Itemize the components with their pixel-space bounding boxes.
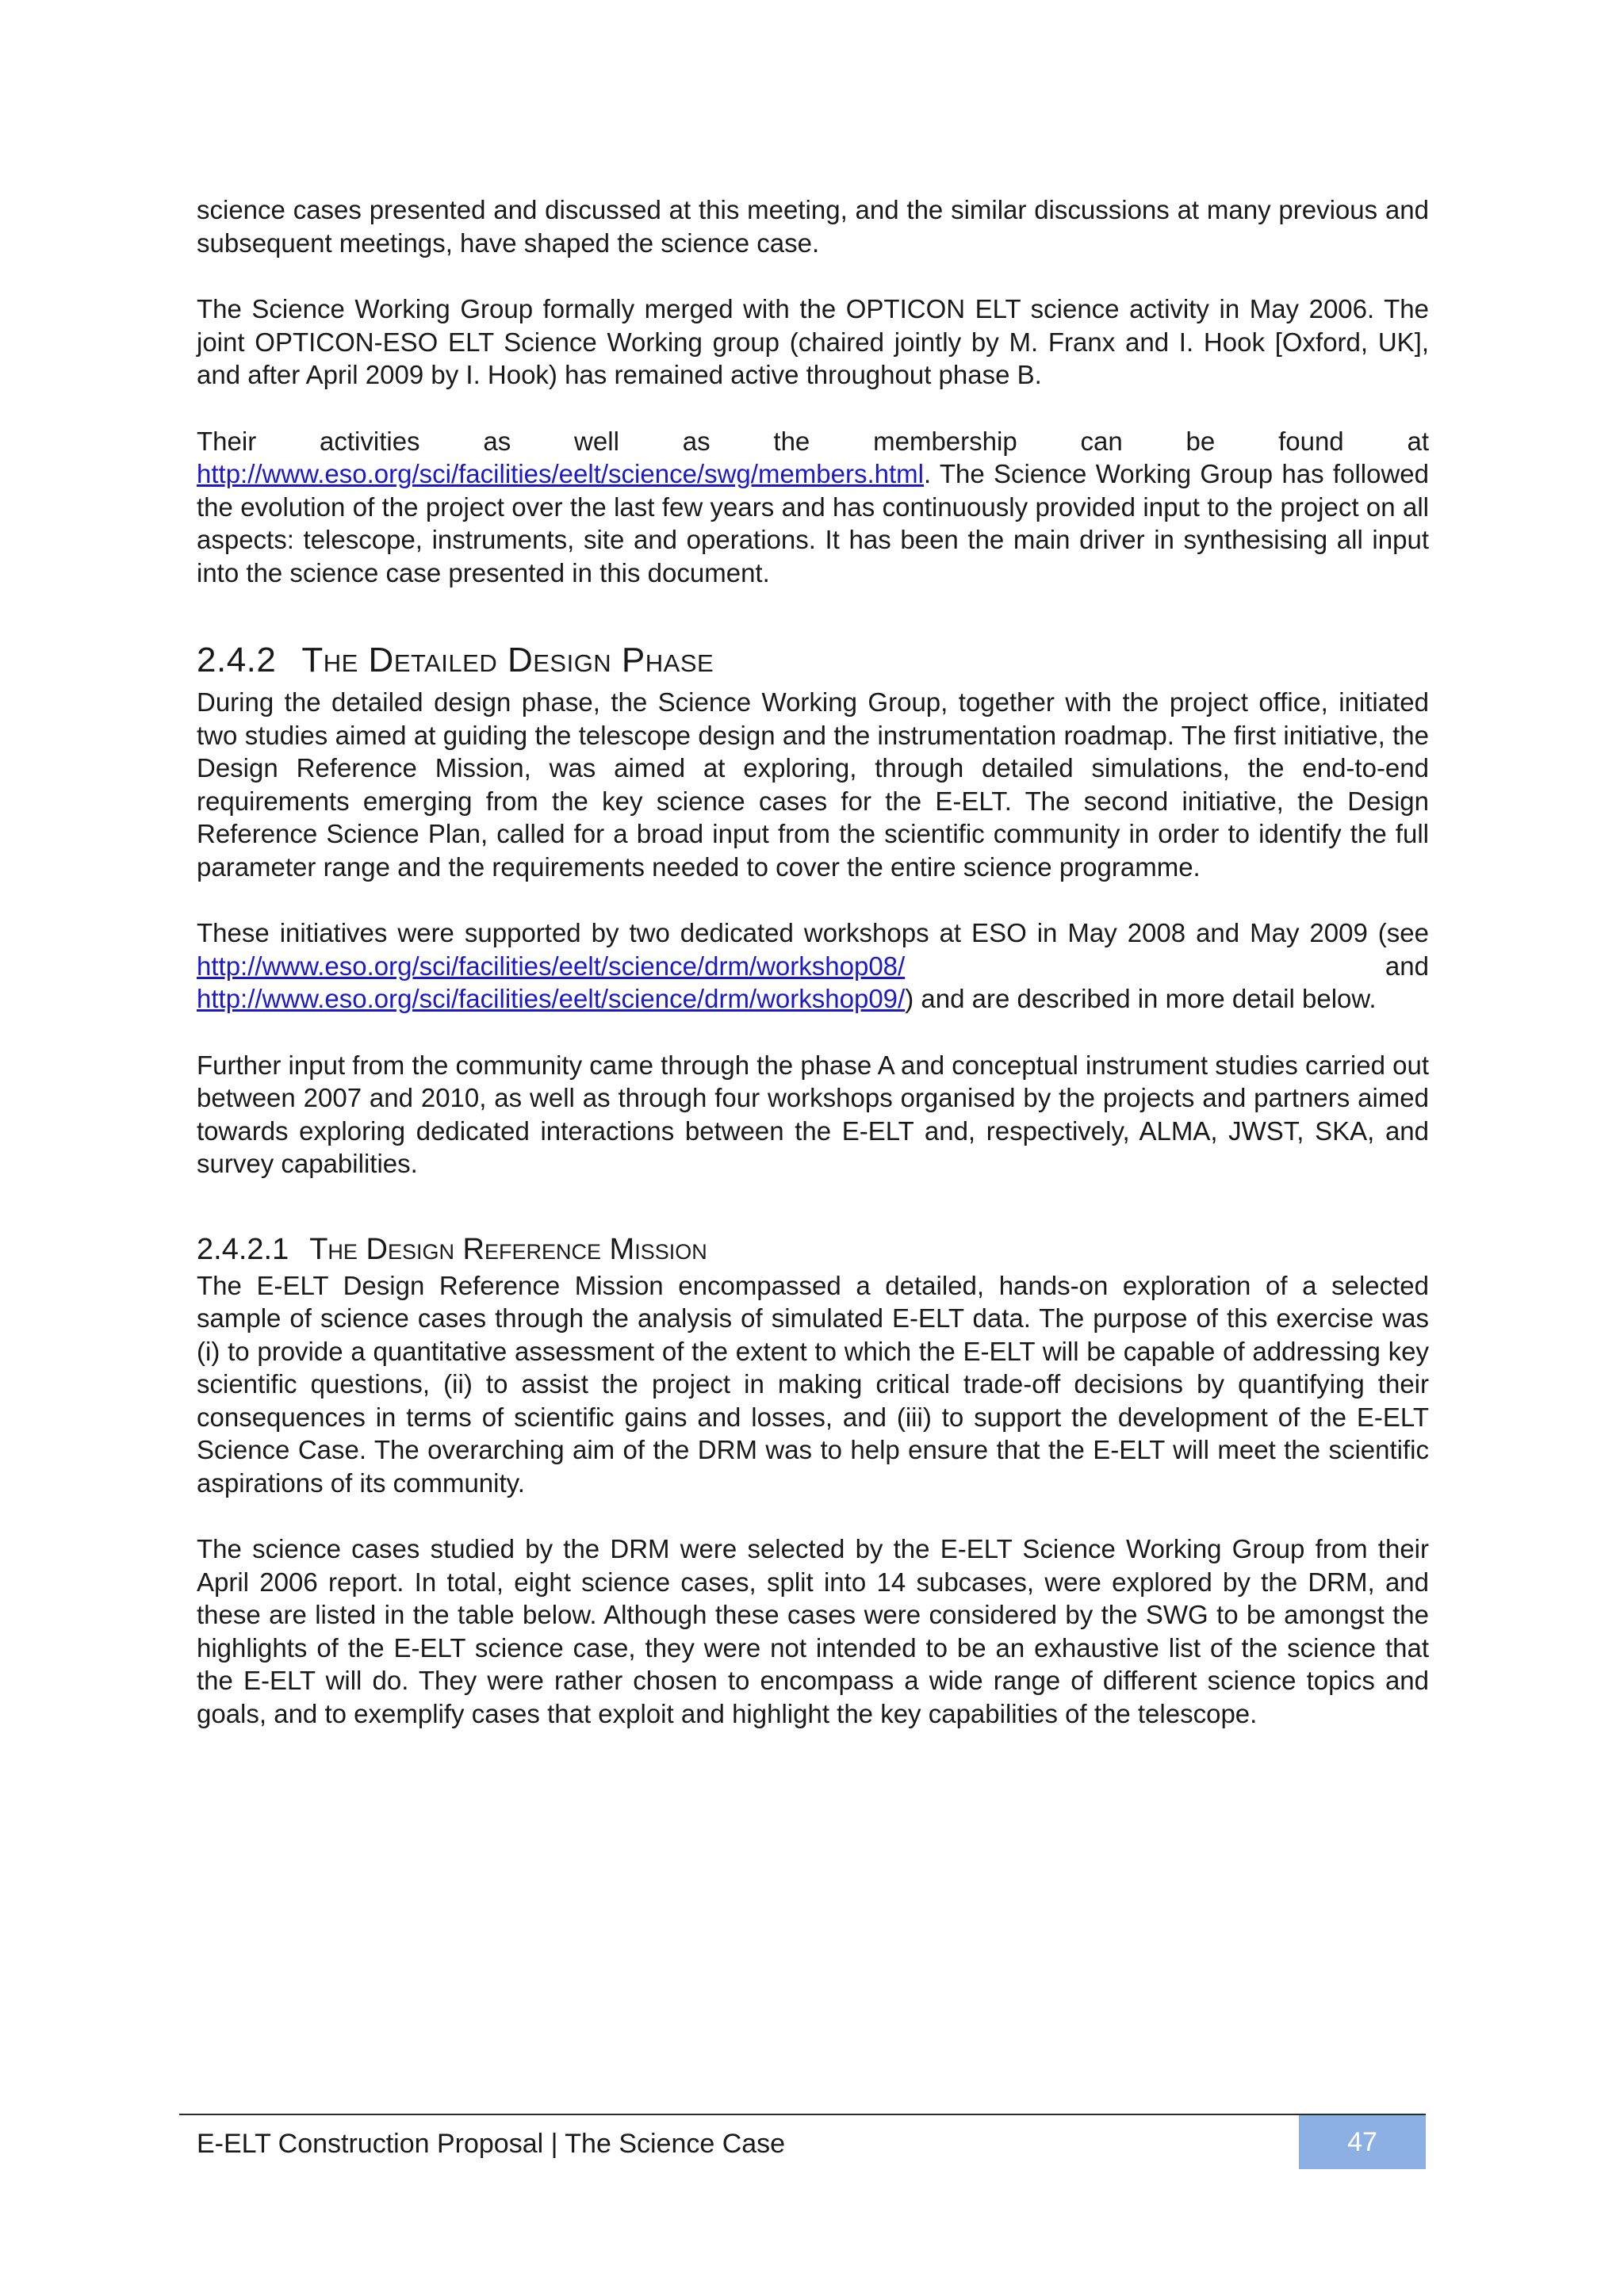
text-span: These initiatives were supported by two dedicated workshops at ESO in May 2008 and May 2009 (see xyxy=(197,918,1429,947)
paragraph-community-input: Further input from the community came through the phase A and conceptual instrument studies carried out between 2007 and 2010, as well as through four workshops organised by the projects and partners aimed towards exploring dedicated interactions between the E-ELT and, respectively, ALMA, JWST, SKA, and survey capabilities. xyxy=(197,1050,1429,1178)
workshop09-link[interactable]: http://www.eso.org/sci/facilities/eelt/science/drm/workshop09/ xyxy=(197,984,906,1013)
subsection-title: The Design Reference Mission xyxy=(309,1232,707,1266)
paragraph-swg-members xyxy=(197,425,1429,590)
section-title: The Detailed Design Phase xyxy=(301,641,714,679)
paragraph-workshops xyxy=(197,916,1429,1016)
footer-rule xyxy=(179,2114,1426,2115)
section-heading-2-4-2 xyxy=(197,640,1429,681)
swg-members-link[interactable]: http://www.eso.org/sci/facilities/eelt/science/swg/members.html xyxy=(197,459,924,488)
page-number: 47 xyxy=(1299,2115,1426,2169)
footer-title: E-ELT Construction Proposal | The Science Case xyxy=(197,2129,786,2159)
paragraph-drm-cases: The science cases studied by the DRM were selected by the E-ELT Science Working Group from their April 2006 report. In total, eight science cases, split into 14 subcases, were explored by the DRM, and these are listed in the table below. Although these cases were considered by the SWG to be amongst the highlights of the E-ELT science case, they were not intended to be an exhaustive list of the science that the E-ELT will do. They were rather chosen to encompass a wide range of different science topics and goals, and to exemplify cases that exploit and highlight the key capabilities of the telescope. xyxy=(197,1534,1429,1728)
workshop08-link[interactable]: http://www.eso.org/sci/facilities/eelt/science/drm/workshop08/ xyxy=(197,951,906,981)
text-span: . The Science Working Group has followed the evolution of the project over the last few years and has continuously provided input to the project on all aspects: telescope, instruments, site and operations. It has been the main driver in synthesising all input into the science case presented in this document. xyxy=(197,459,1429,587)
text-span: Their activities as well as the membership can be found at xyxy=(197,426,1429,456)
paragraph-meeting: science cases presented and discussed at this meeting, and the similar discussions at many previous and subsequent meetings, have shaped the science case. xyxy=(197,195,1429,258)
text-span: and xyxy=(905,951,1429,981)
paragraph-detailed-design: During the detailed design phase, the Science Working Group, together with the project office, initiated two studies aimed at guiding the telescope design and the instrumentation roadmap. The first initiative, the Design Reference Mission, was aimed at exploring, through detailed simulations, the end-to-end requirements emerging from the key science cases for the E-ELT. The second initiative, the Design Reference Science Plan, called for a broad input from the scientific community in order to identify the full parameter range and the requirements needed to cover the entire science programme. xyxy=(197,687,1429,882)
section-number: 2.4.2 xyxy=(197,641,277,679)
paragraph-swg-merge: The Science Working Group formally merged with the OPTICON ELT science activity in May 2006. The joint OPTICON-ESO ELT Science Working group (chaired jointly by M. Franx and I. Hook [Oxford, UK], and after April 2009 by I. Hook) has remained active throughout phase B. xyxy=(197,294,1429,389)
text-span: ) and are described in more detail below. xyxy=(905,984,1377,1013)
document-body xyxy=(197,193,1429,1730)
subsection-number: 2.4.2.1 xyxy=(197,1232,289,1266)
paragraph-drm-overview: The E-ELT Design Reference Mission encompassed a detailed, hands-on exploration of a selected sample of science cases through the analysis of simulated E-ELT data. The purpose of this exercise was (i) to provide a quantitative assessment of the extent to which the E-ELT will be capable of addressing key scientific questions, (ii) to assist the project in making critical trade-off decisions by quantifying their consequences in terms of scientific gains and losses, and (iii) to support the development of the E-ELT Science Case. The overarching aim of the DRM was to help ensure that the E-ELT will meet the scientific aspirations of its community. xyxy=(197,1270,1429,1498)
section-heading-2-4-2-1 xyxy=(197,1231,1429,1268)
